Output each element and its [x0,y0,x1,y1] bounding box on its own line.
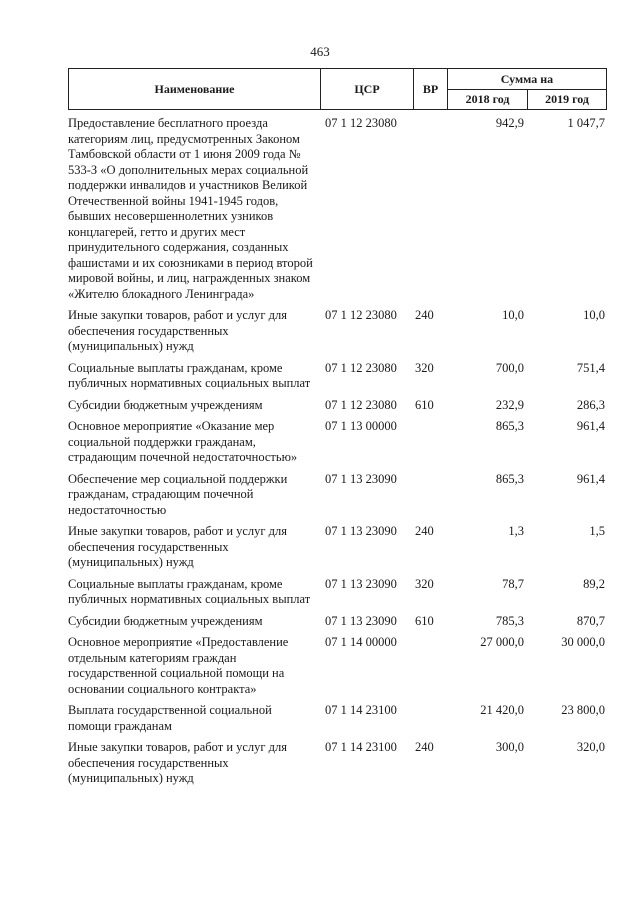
row-csr: 07 1 13 00000 [325,419,397,433]
row-value-2019: 870,7 [576,613,605,628]
table-row [68,361,607,392]
row-name: Иные закупки товаров, работ и услуг для обеспечения государственных (муниципальных) нужд [68,524,288,569]
row-vr: 240 [415,524,434,538]
row-value-2019: 286,3 [576,397,605,412]
row-csr: 07 1 13 23090 [325,471,397,486]
row-name: Предоставление бесплатного проезда категориям лиц, предусмотренных Законом Тамбовской области от 1 июня 2009 года № 533-З «О дополнительных мерах социальной поддержки инвалидов и участников Великой Отечественной войны 1941-1945 годов, бывших несовершеннолетних узников концлагерей, гетто и других мест принудительного содержания, созданных фашистами и их союзниками в период второй мировой войны, и лиц, награжденных знаком «Жителю блокадного Ленинграда» [68,116,313,301]
row-value-2018: 300,0 [495,740,524,754]
row-value-2018: 865,3 [495,419,524,433]
table-row [68,472,607,519]
header-sum: Сумма на [448,69,606,90]
row-name: Социальные выплаты гражданам, кроме публичных нормативных социальных выплат [68,576,311,606]
row-name: Субсидии бюджетным учреждениям [68,613,263,628]
row-vr: 320 [415,360,434,375]
row-value-2019: 10,0 [583,308,605,322]
row-vr: 240 [415,308,434,322]
header-2019: 2019 год [545,92,589,106]
row-name: Социальные выплаты гражданам, кроме публичных нормативных социальных выплат [68,360,311,390]
row-value-2018: 21 420,0 [480,703,524,717]
table-row [68,703,607,734]
row-value-2018: 865,3 [495,471,524,486]
header-name: Наименование [69,69,321,109]
table-header [68,68,607,110]
row-name: Иные закупки товаров, работ и услуг для обеспечения государственных (муниципальных) нужд [68,308,288,353]
row-csr: 07 1 12 23080 [325,397,397,412]
row-value-2019: 320,0 [576,740,605,754]
row-value-2018: 232,9 [495,397,524,412]
table-row [68,116,607,302]
row-name: Иные закупки товаров, работ и услуг для обеспечения государственных (муниципальных) нужд [68,740,288,785]
row-value-2018: 700,0 [495,360,524,375]
table-row [68,398,607,414]
table-row [68,577,607,608]
row-csr: 07 1 14 23100 [325,703,397,717]
row-value-2018: 10,0 [502,308,524,322]
row-vr: 240 [415,740,434,754]
row-name: Выплата государственной социальной помощи гражданам [68,703,272,733]
row-value-2018: 27 000,0 [480,635,524,649]
row-value-2019: 1,5 [589,524,605,538]
header-vr: ВР [414,69,448,109]
row-vr: 320 [415,576,434,591]
row-csr: 07 1 12 23080 [325,360,397,375]
row-name: Субсидии бюджетным учреждениям [68,397,263,412]
table-row [68,524,607,571]
header-csr: ЦСР [321,69,414,109]
row-csr: 07 1 13 23090 [325,576,397,591]
table-row [68,635,607,697]
row-value-2019: 30 000,0 [561,635,605,649]
row-value-2019: 961,4 [576,419,605,433]
row-value-2019: 751,4 [576,360,605,375]
row-csr: 07 1 13 23090 [325,613,397,628]
row-vr: 610 [415,397,434,412]
row-value-2019: 23 800,0 [561,703,605,717]
table-row [68,308,607,355]
row-csr: 07 1 13 23090 [325,524,397,538]
row-value-2018: 1,3 [508,524,524,538]
row-value-2018: 942,9 [495,116,524,130]
row-value-2018: 785,3 [495,613,524,628]
table-row [68,614,607,630]
row-value-2019: 1 047,7 [567,116,605,130]
header-2018: 2018 год [448,90,528,109]
row-name: Основное мероприятие «Оказание мер социальной поддержки гражданам, страдающим почечной недостаточностью» [68,419,298,464]
row-csr: 07 1 14 23100 [325,740,397,754]
row-csr: 07 1 14 00000 [325,635,397,649]
table-body [68,116,607,793]
table-row [68,419,607,466]
row-value-2019: 961,4 [576,471,605,486]
table-row [68,740,607,787]
row-value-2018: 78,7 [502,576,524,591]
row-value-2019: 89,2 [583,576,605,591]
page-number: 463 [310,44,330,59]
row-name: Основное мероприятие «Предоставление отдельным категориям граждан государственной социальной помощи на основании социального контракта» [68,635,289,696]
row-vr: 610 [415,613,434,628]
row-csr: 07 1 12 23080 [325,116,397,130]
row-name: Обеспечение мер социальной поддержки гражданам, страдающим почечной недостаточностью [68,471,288,517]
row-csr: 07 1 12 23080 [325,308,397,322]
